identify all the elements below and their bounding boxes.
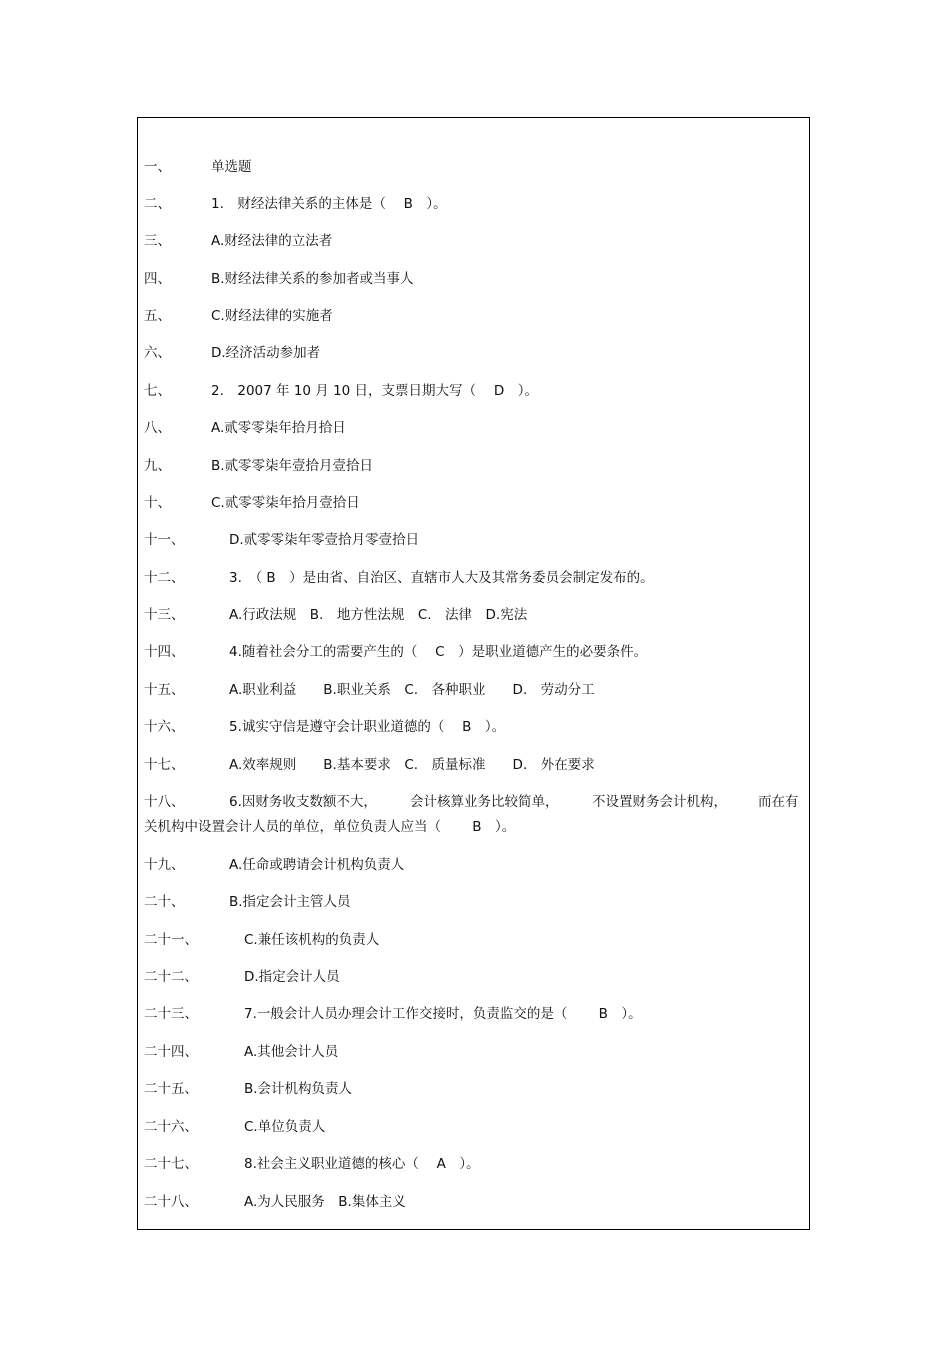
paragraph-segment: 会计核算业务比较简单， <box>410 794 559 810</box>
line-text: C.财经法律的实施者 <box>211 308 333 324</box>
line-number: 十六、 <box>144 719 185 735</box>
question-line <box>144 531 801 549</box>
question-line <box>144 756 801 774</box>
line-text: A.任命或聘请会计机构负责人 <box>229 857 405 873</box>
question-line <box>144 457 801 475</box>
question-line <box>144 893 801 911</box>
line-text: B.会计机构负责人 <box>244 1081 353 1097</box>
question-line <box>144 931 801 949</box>
line-text: A.职业利益 B.职业关系 C. 各种职业 D. 劳动分工 <box>229 682 595 698</box>
paragraph-line-1 <box>144 790 801 815</box>
line-number: 十一、 <box>144 532 185 548</box>
line-number: 十、 <box>144 495 171 511</box>
line-number: 十三、 <box>144 607 185 623</box>
question-line <box>144 1193 801 1211</box>
line-number: 十四、 <box>144 644 185 660</box>
question-line <box>144 307 801 325</box>
line-number: 一、 <box>144 159 171 175</box>
line-number: 二十七、 <box>144 1156 198 1172</box>
line-text: 7.一般会计人员办理会计工作交接时，负责监交的是（ B ）。 <box>244 1006 642 1022</box>
question-line <box>144 643 801 661</box>
line-text: A.为人民服务 B.集体主义 <box>244 1194 406 1210</box>
line-number: 九、 <box>144 458 171 474</box>
line-number: 二十、 <box>144 894 185 910</box>
line-number: 二、 <box>144 196 171 212</box>
line-text: B.财经法律关系的参加者或当事人 <box>211 271 414 287</box>
line-text: 5.诚实守信是遵守会计职业道德的（ B ）。 <box>229 719 506 735</box>
line-number: 十五、 <box>144 682 185 698</box>
line-number: 二十五、 <box>144 1081 198 1097</box>
line-text: B.指定会计主管人员 <box>229 894 351 910</box>
line-number: 十九、 <box>144 857 185 873</box>
line-text: D.经济活动参加者 <box>211 345 321 361</box>
line-text: A.效率规则 B.基本要求 C. 质量标准 D. 外在要求 <box>229 757 595 773</box>
line-text: A.财经法律的立法者 <box>211 233 333 249</box>
line-text: A.其他会计人员 <box>244 1044 339 1060</box>
line-number: 二十四、 <box>144 1044 198 1060</box>
line-text: C.兼任该机构的负责人 <box>244 932 380 948</box>
line-text: D.贰零零柒年零壹拾月零壹拾日 <box>229 532 420 548</box>
line-number: 四、 <box>144 271 171 287</box>
question-line <box>144 344 801 362</box>
question-line <box>144 681 801 699</box>
line-text: A.行政法规 B. 地方性法规 C. 法律 D.宪法 <box>229 607 528 623</box>
question-paragraph <box>144 790 801 840</box>
question-line <box>144 1118 801 1136</box>
question-line <box>144 270 801 288</box>
question-line <box>144 158 801 176</box>
line-text: 2. 2007 年 10 月 10 日，支票日期大写（ D ）。 <box>211 383 538 399</box>
question-line <box>144 1005 801 1023</box>
question-line <box>144 856 801 874</box>
line-number: 二十二、 <box>144 969 198 985</box>
line-number: 二十三、 <box>144 1006 198 1022</box>
line-text: 单选题 <box>211 159 252 175</box>
question-line <box>144 232 801 250</box>
line-number: 二十一、 <box>144 932 198 948</box>
line-text: A.贰零零柒年拾月拾日 <box>211 420 346 436</box>
question-line <box>144 968 801 986</box>
line-number: 七、 <box>144 383 171 399</box>
paragraph-segment: 而在有 <box>758 794 799 810</box>
paragraph-segment: 不设置财务会计机构， <box>592 794 727 810</box>
question-line <box>144 494 801 512</box>
line-text: D.指定会计人员 <box>244 969 340 985</box>
paragraph-segment: 6.因财务收支数额不大， <box>229 794 377 810</box>
question-line <box>144 569 801 587</box>
line-text: C.贰零零柒年拾月壹拾日 <box>211 495 360 511</box>
paragraph-line-2: 关机构中设置会计人员的单位，单位负责人应当（ B ）。 <box>144 819 516 835</box>
line-number: 十八、 <box>144 794 185 810</box>
question-line <box>144 1080 801 1098</box>
question-line <box>144 718 801 736</box>
line-number: 六、 <box>144 345 171 361</box>
question-line <box>144 195 801 213</box>
line-number: 三、 <box>144 233 171 249</box>
line-text: 4.随着社会分工的需要产生的（ C ）是职业道德产生的必要条件。 <box>229 644 648 660</box>
line-number: 五、 <box>144 308 171 324</box>
line-number: 八、 <box>144 420 171 436</box>
document-frame <box>137 117 810 1230</box>
line-number: 十二、 <box>144 570 185 586</box>
line-number: 二十八、 <box>144 1194 198 1210</box>
line-text: 8.社会主义职业道德的核心（ A ）。 <box>244 1156 480 1172</box>
line-text: 1. 财经法律关系的主体是（ B ）。 <box>211 196 447 212</box>
line-number: 二十六、 <box>144 1119 198 1135</box>
line-text: C.单位负责人 <box>244 1119 326 1135</box>
line-number: 十七、 <box>144 757 185 773</box>
question-line <box>144 1155 801 1173</box>
line-text: 3. （ B ）是由省、自治区、直辖市人大及其常务委员会制定发布的。 <box>229 570 654 586</box>
question-line <box>144 419 801 437</box>
question-line <box>144 606 801 624</box>
question-line <box>144 1043 801 1061</box>
question-line <box>144 382 801 400</box>
line-text: B.贰零零柒年壹拾月壹拾日 <box>211 458 374 474</box>
